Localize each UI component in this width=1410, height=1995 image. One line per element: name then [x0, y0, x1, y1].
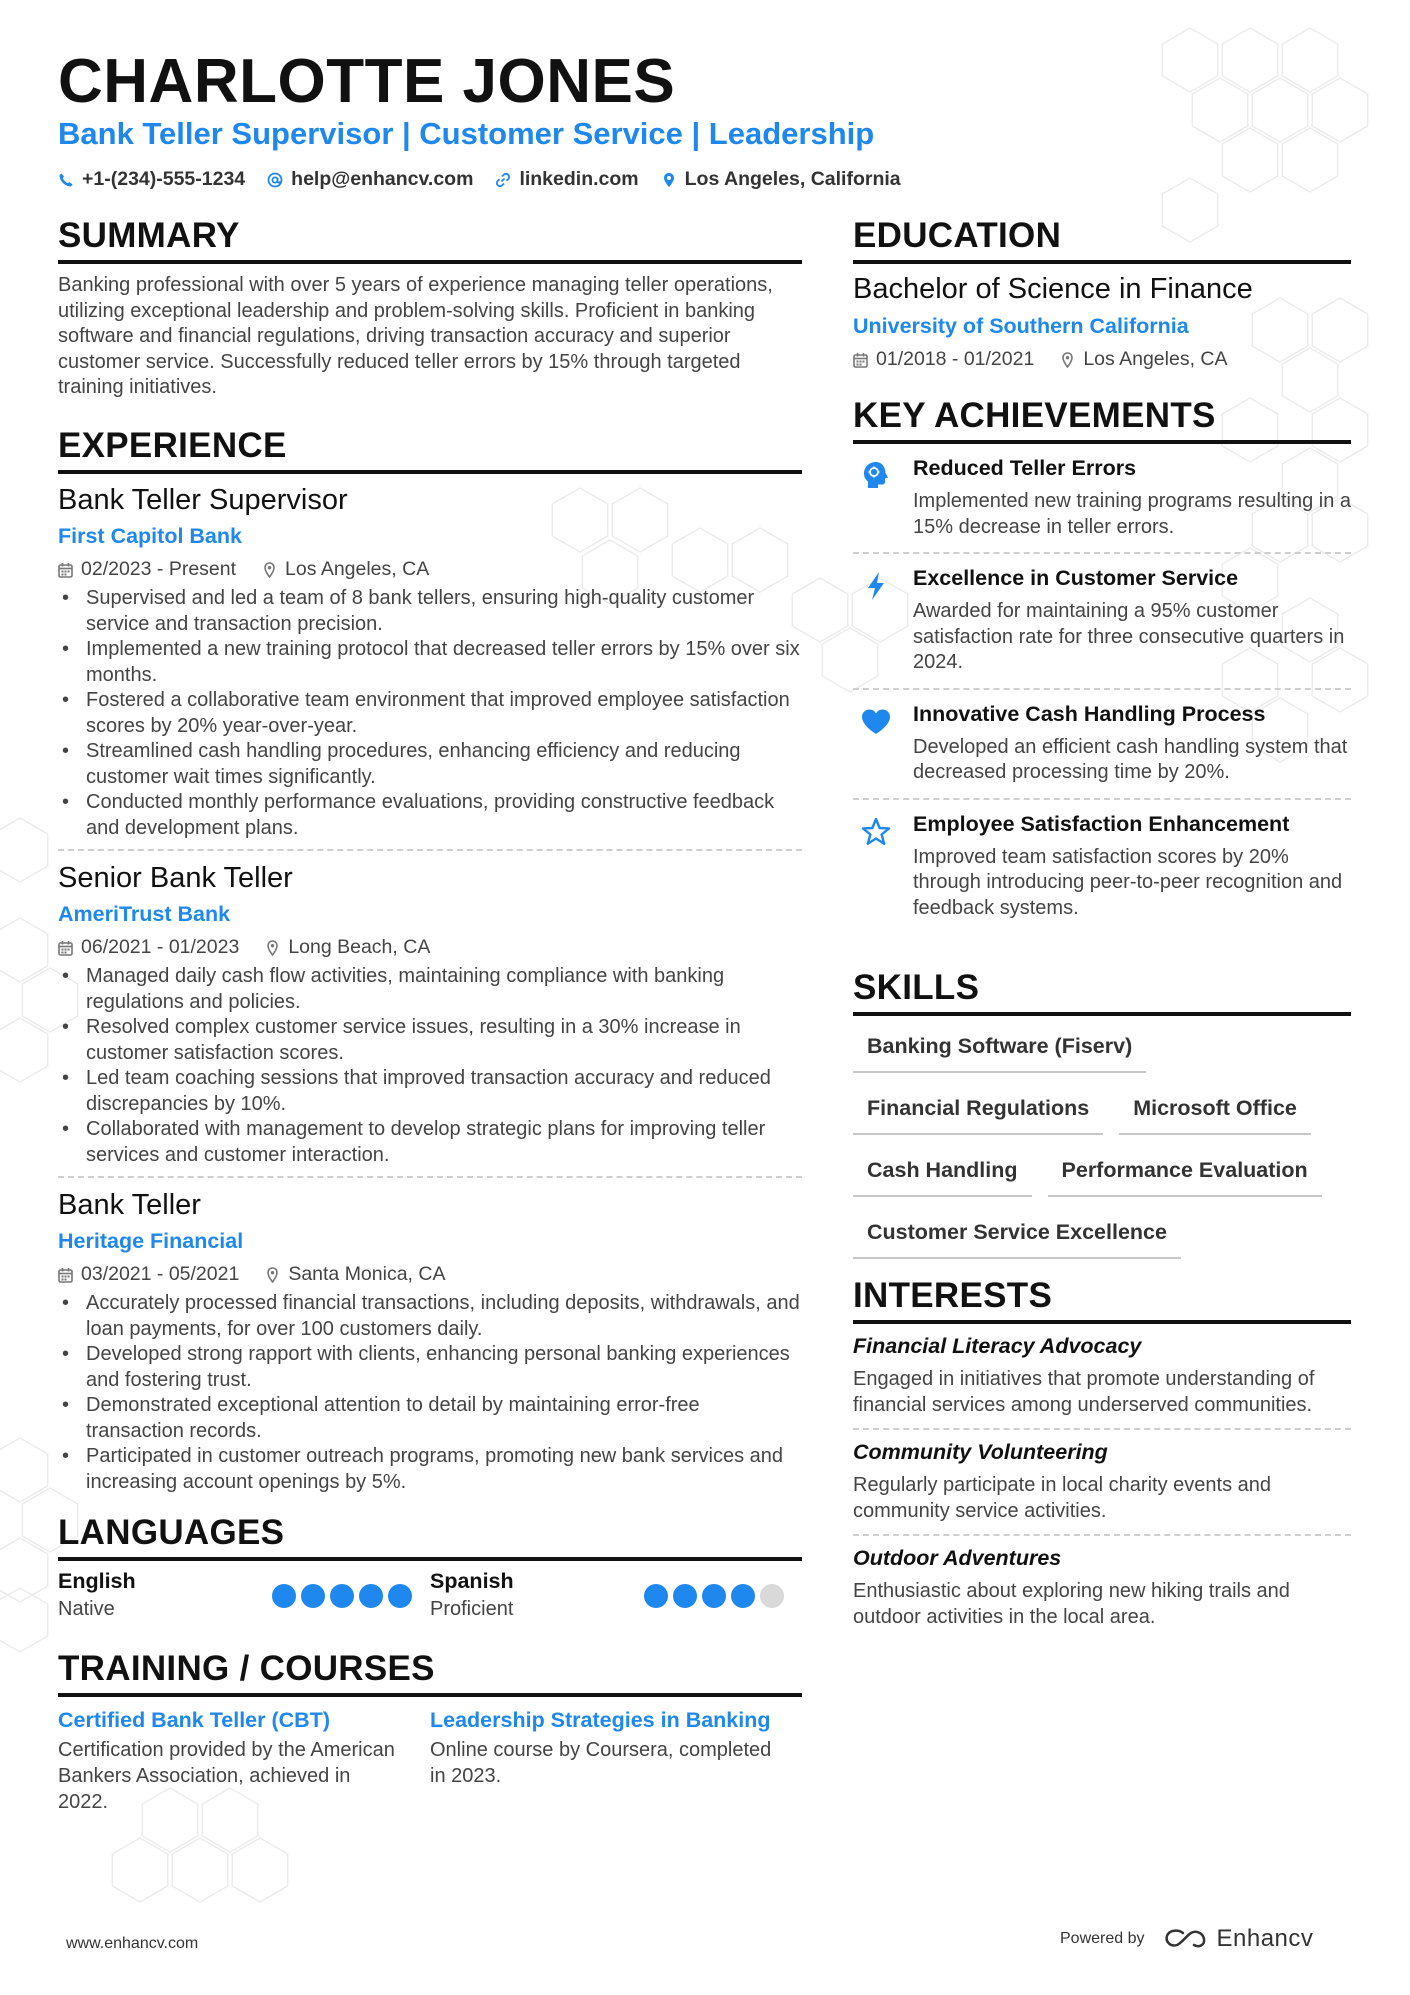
job-company[interactable]: First Capitol Bank: [58, 524, 242, 548]
course-title: Leadership Strategies in Banking: [430, 1708, 771, 1732]
skill-tag: Performance Evaluation: [1048, 1148, 1322, 1197]
achievement-desc: Improved team satisfaction scores by 20% through introducing peer-to-peer recognition and feedback systems.: [913, 845, 1343, 919]
language-rating: [272, 1584, 412, 1608]
achievement-separator: [853, 688, 1351, 690]
achievement-item: [853, 566, 1351, 676]
achievement-list: [853, 456, 1351, 921]
interest-title: Financial Literacy Advocacy: [853, 1334, 1142, 1358]
education-dates-text: 01/2018 - 01/2021: [876, 348, 1035, 370]
experience-section: [58, 426, 802, 1495]
rating-dot-filled: [644, 1584, 668, 1608]
achievement-item: [853, 812, 1351, 922]
calendar-icon: [58, 1267, 73, 1283]
calendar-icon: [58, 562, 73, 578]
map-pin-icon: [265, 940, 280, 956]
contact-email[interactable]: [267, 168, 473, 191]
language-level: Native: [58, 1598, 115, 1620]
course-desc: Online course by Coursera, completed in 2023.: [430, 1739, 772, 1787]
education-dates: [853, 348, 1034, 371]
job-location-text: Los Angeles, CA: [285, 558, 430, 580]
achievement-item: [853, 702, 1351, 786]
job-bullet: • Developed strong rapport with clients, enhancing personal banking experiences and fostering trust.: [58, 1342, 802, 1393]
language-name: Spanish: [430, 1569, 514, 1593]
achievement-title: Innovative Cash Handling Process: [913, 701, 1266, 726]
job-bullet: • Conducted monthly performance evaluations, providing constructive feedback and development plans.: [58, 790, 802, 841]
section-divider: [58, 1693, 802, 1697]
interest-title: Community Volunteering: [853, 1440, 1108, 1464]
education-location: [1060, 348, 1227, 371]
achievement-icon-wrap: [853, 702, 899, 786]
linkedin-text: linkedin.com: [519, 168, 639, 190]
candidate-name: CHARLOTTE JONES: [58, 47, 676, 116]
summary-section: [58, 216, 802, 401]
languages-title: LANGUAGES: [58, 1513, 285, 1552]
brand-name: Enhancv: [1216, 1925, 1314, 1952]
summary-text: Banking professional with over 5 years of experience managing teller operations, utilizing exceptional leadership and problem-solving skills. Proficient in banking software and financial regulations, driving transaction accuracy and superior customer service. Successfully reduced teller errors by 15% through targeted training initiatives.: [58, 274, 773, 398]
job-bullet: • Participated in customer outreach programs, promoting new bank services and increasing account openings by 5%.: [58, 1444, 802, 1495]
brand-logo[interactable]: [1163, 1925, 1314, 1953]
map-pin-icon: [1060, 352, 1075, 368]
job-bullet: • Accurately processed financial transactions, including deposits, withdrawals, and loan payments, for over 100 customers daily.: [58, 1291, 802, 1342]
rating-dot-filled: [673, 1584, 697, 1608]
education-title: EDUCATION: [853, 216, 1062, 255]
achievement-title: Employee Satisfaction Enhancement: [913, 811, 1290, 836]
rating-dot-filled: [731, 1584, 755, 1608]
language-level: Proficient: [430, 1598, 514, 1620]
link-icon: [495, 172, 511, 188]
achievement-separator: [853, 552, 1351, 554]
education-location-text: Los Angeles, CA: [1083, 348, 1228, 370]
summary-title: SUMMARY: [58, 216, 240, 255]
course-desc: Certification provided by the American Bankers Association, achieved in 2022.: [58, 1739, 395, 1813]
job-meta: [58, 936, 802, 959]
course-title: Certified Bank Teller (CBT): [58, 1708, 330, 1732]
job-bullets: [58, 586, 802, 841]
section-divider: [853, 1320, 1351, 1324]
skill-tag: Cash Handling: [853, 1148, 1032, 1197]
job-bullet: • Resolved complex customer service issues, resulting in a 30% increase in customer satisfaction scores.: [58, 1015, 802, 1066]
interest-item: [853, 1440, 1351, 1524]
headline: Bank Teller Supervisor | Customer Service | Leadership: [58, 116, 875, 151]
language-item: [58, 1569, 430, 1621]
skills-title: SKILLS: [853, 968, 980, 1007]
language-rating: [644, 1584, 784, 1608]
job-location-text: Long Beach, CA: [288, 936, 431, 958]
achievements-section: [853, 396, 1351, 921]
job-list: [58, 484, 802, 1495]
job-bullet: • Implemented a new training protocol that decreased teller errors by 15% over six months.: [58, 637, 802, 688]
achievement-icon-wrap: [853, 456, 899, 540]
interests-section: [853, 1276, 1351, 1630]
heart-icon: [860, 706, 892, 738]
section-divider: [58, 1557, 802, 1561]
interest-separator: [853, 1534, 1351, 1536]
job-bullet: • Managed daily cash flow activities, maintaining compliance with banking regulations and policies.: [58, 964, 802, 1015]
interest-item: [853, 1334, 1351, 1418]
achievement-desc: Awarded for maintaining a 95% customer satisfaction rate for three consecutive quarters in 2024.: [913, 600, 1345, 673]
section-divider: [853, 1012, 1351, 1016]
map-pin-icon: [661, 172, 677, 188]
job-dates-text: 02/2023 - Present: [81, 558, 237, 580]
job-bullet: • Led team coaching sessions that improved transaction accuracy and reduced discrepancies by 10%.: [58, 1066, 802, 1117]
section-divider: [58, 260, 802, 264]
education-section: [853, 216, 1351, 371]
contact-linkedin[interactable]: [495, 168, 638, 191]
language-item: [430, 1569, 802, 1621]
job-separator: [58, 1176, 802, 1178]
skill-list: [853, 1024, 1351, 1272]
skill-tag: Customer Service Excellence: [853, 1210, 1181, 1259]
job-dates: [58, 558, 236, 581]
achievement-item: [853, 456, 1351, 540]
job-location: [265, 1263, 445, 1286]
languages-section: [58, 1513, 802, 1621]
school: University of Southern California: [853, 314, 1189, 338]
contact-bar: [58, 168, 901, 191]
job-bullet: • Supervised and led a team of 8 bank tellers, ensuring high-quality customer service and transaction precision.: [58, 586, 802, 637]
rating-dot-filled: [301, 1584, 325, 1608]
job-location-text: Santa Monica, CA: [288, 1263, 446, 1285]
language-list: [58, 1569, 802, 1621]
job-bullet: • Demonstrated exceptional attention to detail by maintaining error-free transaction records.: [58, 1393, 802, 1444]
job-dates-text: 03/2021 - 05/2021: [81, 1263, 240, 1285]
job-company[interactable]: AmeriTrust Bank: [58, 902, 231, 926]
skills-section: [853, 968, 1351, 1272]
skill-tag: Banking Software (Fiserv): [853, 1024, 1146, 1073]
job-entry: [58, 1189, 802, 1495]
training-section: [58, 1649, 802, 1815]
job-meta: [58, 558, 802, 581]
rating-dot-filled: [388, 1584, 412, 1608]
job-bullets: [58, 964, 802, 1168]
powered-by-label: Powered by: [1060, 1930, 1145, 1947]
course-item: [58, 1707, 430, 1815]
rating-dot-filled: [330, 1584, 354, 1608]
contact-phone[interactable]: [58, 168, 245, 191]
interest-desc: Engaged in initiatives that promote understanding of financial services among underserved communities.: [853, 1368, 1315, 1416]
job-entry: [58, 862, 802, 1168]
achievement-desc: Implemented new training programs resulting in a 15% decrease in teller errors.: [913, 490, 1351, 538]
language-name: English: [58, 1569, 136, 1593]
job-bullets: [58, 1291, 802, 1495]
job-meta: [58, 1263, 802, 1286]
star-icon: [860, 816, 892, 848]
head-icon: [860, 460, 892, 492]
experience-title: EXPERIENCE: [58, 426, 287, 465]
achievement-separator: [853, 798, 1351, 800]
achievement-title: Reduced Teller Errors: [913, 456, 1137, 480]
achievement-icon-wrap: [853, 566, 899, 676]
job-entry: [58, 484, 802, 841]
contact-location: [661, 168, 901, 191]
job-bullet: • Fostered a collaborative team environment that improved employee satisfaction scores by 20% year-over-year.: [58, 688, 802, 739]
interests-title: INTERESTS: [853, 1276, 1053, 1315]
at-icon: [267, 172, 283, 188]
section-divider: [58, 470, 802, 474]
job-company[interactable]: Heritage Financial: [58, 1229, 244, 1253]
achievements-title: KEY ACHIEVEMENTS: [853, 396, 1216, 435]
section-divider: [853, 260, 1351, 264]
job-separator: [58, 849, 802, 851]
interest-title: Outdoor Adventures: [853, 1546, 1062, 1570]
job-dates: [58, 936, 239, 959]
calendar-icon: [58, 940, 73, 956]
footer-branding: [1060, 1925, 1313, 1953]
course-item: [430, 1707, 802, 1815]
interest-desc: Regularly participate in local charity events and community service activities.: [853, 1474, 1271, 1522]
section-divider: [853, 440, 1351, 444]
enhancv-logo-icon: [1163, 1927, 1209, 1951]
rating-dot-filled: [359, 1584, 383, 1608]
phone-icon: [58, 172, 74, 188]
job-location: [265, 936, 430, 959]
interest-separator: [853, 1428, 1351, 1430]
job-dates-text: 06/2021 - 01/2023: [81, 936, 240, 958]
achievement-icon-wrap: [853, 812, 899, 922]
calendar-icon: [853, 352, 868, 368]
achievement-desc: Developed an efficient cash handling system that decreased processing time by 20%.: [913, 735, 1348, 783]
rating-dot-empty: [760, 1584, 784, 1608]
job-location: [262, 558, 429, 581]
skill-tag: Financial Regulations: [853, 1086, 1103, 1135]
map-pin-icon: [265, 1267, 280, 1283]
footer-website[interactable]: www.enhancv.com: [66, 1935, 199, 1952]
achievement-title: Excellence in Customer Service: [913, 566, 1239, 590]
map-pin-icon: [262, 562, 277, 578]
course-list: [58, 1707, 802, 1815]
degree: Bachelor of Science in Finance: [853, 273, 1253, 305]
rating-dot-filled: [702, 1584, 726, 1608]
job-title: Bank Teller: [58, 1189, 201, 1221]
job-bullet: • Streamlined cash handling procedures, enhancing efficiency and reducing customer wait times significantly.: [58, 739, 802, 790]
email-text: help@enhancv.com: [291, 168, 474, 190]
job-dates: [58, 1263, 239, 1286]
skill-tag: Microsoft Office: [1119, 1086, 1311, 1135]
job-bullet: • Collaborated with management to develop strategic plans for improving teller services and customer interaction.: [58, 1117, 802, 1168]
interest-item: [853, 1546, 1351, 1630]
job-title: Senior Bank Teller: [58, 862, 293, 894]
lightning-icon: [860, 570, 892, 602]
interest-list: [853, 1334, 1351, 1630]
interest-desc: Enthusiastic about exploring new hiking trails and outdoor activities in the local area.: [853, 1580, 1290, 1628]
training-title: TRAINING / COURSES: [58, 1649, 435, 1688]
job-title: Bank Teller Supervisor: [58, 484, 348, 516]
location-text: Los Angeles, California: [684, 168, 901, 190]
rating-dot-filled: [272, 1584, 296, 1608]
phone-text: +1-(234)-555-1234: [82, 168, 246, 190]
education-meta: [853, 348, 1351, 371]
